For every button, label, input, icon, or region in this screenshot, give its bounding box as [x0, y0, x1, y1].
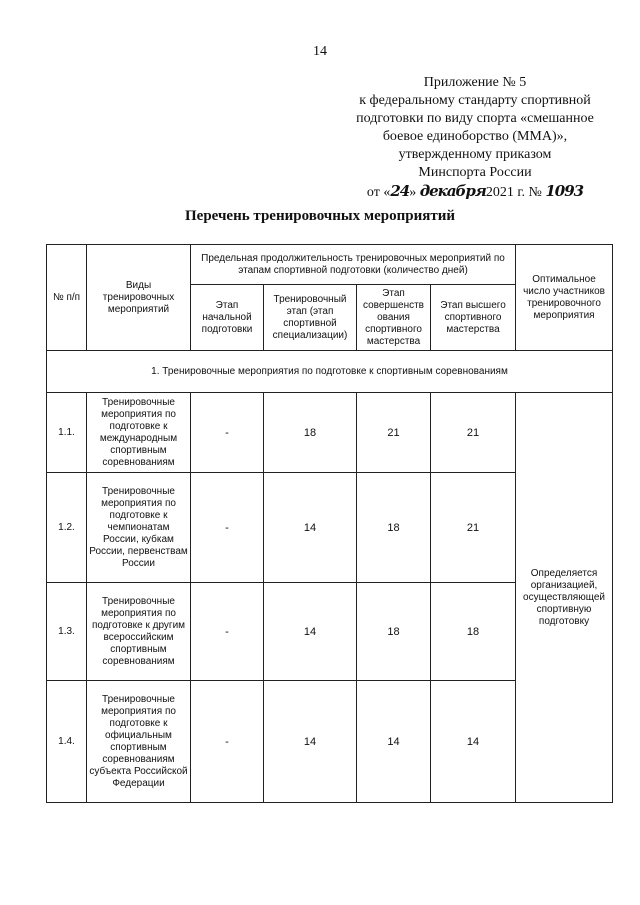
- appendix-line: утвержденному приказом: [398, 147, 552, 162]
- row-type: Тренировочные мероприятия по подготовке к международным спортивным соревнованиям: [87, 393, 191, 473]
- row-stage-initial: -: [191, 473, 264, 583]
- row-stage-improvement: 14: [357, 681, 431, 803]
- row-stage-initial: -: [191, 583, 264, 681]
- appendix-block: [330, 74, 620, 202]
- row-stage-improvement: 21: [357, 393, 431, 473]
- document-title: Перечень тренировочных мероприятий: [185, 208, 455, 224]
- date-mid: »: [409, 185, 417, 200]
- section-heading: 1. Тренировочные мероприятия по подготовке к спортивным соревнованиям: [47, 351, 613, 393]
- header-stage-training: Тренировочный этап (этап спортивной специализации): [264, 285, 357, 351]
- row-stage-training: 14: [264, 473, 357, 583]
- handwritten-month: декабря: [419, 182, 486, 200]
- training-events-table: [46, 244, 613, 803]
- handwritten-order-number: 1093: [545, 182, 584, 200]
- row-stage-higher: 18: [431, 583, 516, 681]
- handwritten-day: 24: [390, 182, 410, 200]
- row-number: 1.3.: [47, 583, 87, 681]
- header-stage-improvement: Этап совершенств ования спортивного мастерства: [357, 285, 431, 351]
- row-number: 1.1.: [47, 393, 87, 473]
- optimal-participants: Определяется организацией, осуществляющей спортивную подготовку: [516, 393, 613, 803]
- row-stage-training: 14: [264, 681, 357, 803]
- header-duration-group: Предельная продолжительность тренировочных мероприятий по этапам спортивной подготовки (количество дней): [191, 245, 516, 285]
- page-number: 14: [313, 44, 327, 59]
- row-stage-initial: -: [191, 393, 264, 473]
- appendix-line: подготовки по виду спорта «смешанное: [356, 111, 594, 126]
- row-type: Тренировочные мероприятия по подготовке к чемпионатам России, кубкам России, первенствам России: [87, 473, 191, 583]
- row-stage-initial: -: [191, 681, 264, 803]
- date-prefix: от «: [366, 185, 391, 200]
- row-stage-higher: 14: [431, 681, 516, 803]
- row-type: Тренировочные мероприятия по подготовке к другим всероссийским спортивным соревнованиям: [87, 583, 191, 681]
- appendix-line: к федеральному стандарту спортивной: [359, 93, 591, 108]
- header-no: № п/п: [47, 245, 87, 351]
- header-type: Виды тренировочных мероприятий: [87, 245, 191, 351]
- appendix-line: Минспорта России: [418, 165, 532, 180]
- row-stage-training: 18: [264, 393, 357, 473]
- order-date-line: [330, 182, 620, 202]
- appendix-line: Приложение № 5: [423, 75, 527, 90]
- row-stage-improvement: 18: [357, 473, 431, 583]
- header-stage-initial: Этап начальной подготовки: [191, 285, 264, 351]
- table-row: [47, 393, 613, 473]
- row-number: 1.4.: [47, 681, 87, 803]
- row-stage-improvement: 18: [357, 583, 431, 681]
- row-stage-higher: 21: [431, 393, 516, 473]
- header-optimal: Оптимальное число участников тренировочного мероприятия: [516, 245, 613, 351]
- row-number: 1.2.: [47, 473, 87, 583]
- row-stage-higher: 21: [431, 473, 516, 583]
- date-year: 2021 г. №: [485, 185, 542, 200]
- row-type: Тренировочные мероприятия по подготовке к официальным спортивным соревнованиям субъекта Российской Федерации: [87, 681, 191, 803]
- appendix-line: боевое единоборство (ММА)»,: [382, 129, 568, 144]
- header-stage-higher: Этап высшего спортивного мастерства: [431, 285, 516, 351]
- row-stage-training: 14: [264, 583, 357, 681]
